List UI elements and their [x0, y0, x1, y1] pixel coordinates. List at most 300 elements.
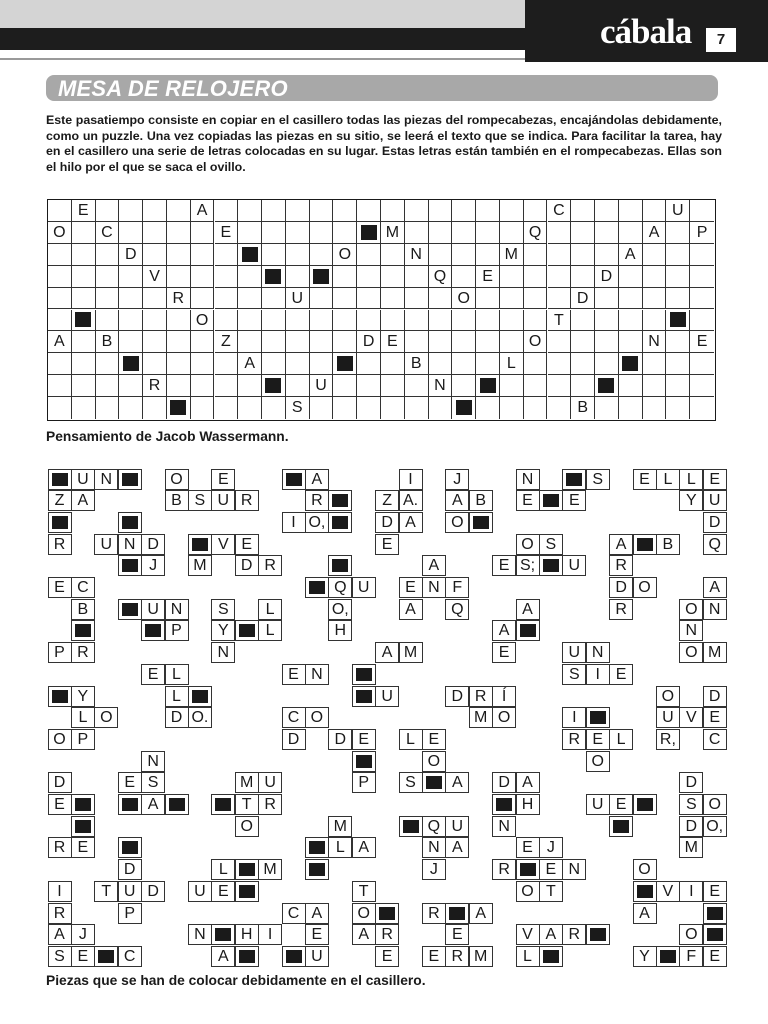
- piece-letter-cell[interactable]: E: [375, 534, 399, 555]
- piece-letter-cell[interactable]: M: [188, 555, 212, 576]
- piece-letter-cell[interactable]: I: [258, 924, 282, 945]
- piece-letter-cell[interactable]: O: [679, 599, 703, 620]
- piece-letter-cell[interactable]: R: [71, 642, 95, 663]
- grid-letter-cell[interactable]: B: [405, 353, 429, 375]
- piece-letter-cell[interactable]: M: [328, 816, 352, 837]
- grid-letter-cell[interactable]: M: [381, 222, 405, 244]
- piece-letter-cell[interactable]: U: [188, 881, 212, 902]
- piece-letter-cell[interactable]: E: [141, 664, 165, 685]
- piece-letter-cell[interactable]: E: [118, 772, 142, 793]
- piece-letter-cell[interactable]: E: [492, 642, 516, 663]
- piece-letter-cell[interactable]: U: [562, 555, 586, 576]
- piece-letter-cell[interactable]: N: [94, 469, 118, 490]
- piece-letter-cell[interactable]: I: [399, 469, 423, 490]
- piece-letter-cell[interactable]: A: [48, 924, 72, 945]
- piece-letter-cell[interactable]: D: [235, 555, 259, 576]
- grid-letter-cell[interactable]: E: [215, 222, 239, 244]
- piece-letter-cell[interactable]: C: [282, 707, 306, 728]
- piece-letter-cell[interactable]: E: [516, 837, 540, 858]
- grid-letter-cell[interactable]: V: [143, 266, 167, 288]
- piece-letter-cell[interactable]: O: [679, 642, 703, 663]
- piece-letter-cell[interactable]: L: [516, 946, 540, 967]
- piece-letter-cell[interactable]: E: [211, 469, 235, 490]
- piece-black-cell[interactable]: [633, 534, 657, 555]
- piece-letter-cell[interactable]: F: [679, 946, 703, 967]
- piece-letter-cell[interactable]: E: [703, 881, 727, 902]
- piece-letter-cell[interactable]: A: [516, 599, 540, 620]
- piece-black-cell[interactable]: [118, 469, 142, 490]
- piece-letter-cell[interactable]: E: [305, 924, 329, 945]
- piece-letter-cell[interactable]: N: [516, 469, 540, 490]
- piece-letter-cell[interactable]: A: [703, 577, 727, 598]
- piece-letter-cell[interactable]: A.: [399, 490, 423, 511]
- piece-letter-cell[interactable]: L: [165, 664, 189, 685]
- grid-letter-cell[interactable]: E: [381, 331, 405, 353]
- piece-letter-cell[interactable]: N: [492, 816, 516, 837]
- piece-letter-cell[interactable]: O: [165, 469, 189, 490]
- piece-black-cell[interactable]: [375, 903, 399, 924]
- piece-letter-cell[interactable]: O: [633, 859, 657, 880]
- piece-letter-cell[interactable]: Z: [48, 490, 72, 511]
- piece-letter-cell[interactable]: Q: [422, 816, 446, 837]
- piece-letter-cell[interactable]: E: [633, 469, 657, 490]
- piece-letter-cell[interactable]: E: [703, 707, 727, 728]
- piece-letter-cell[interactable]: L: [71, 707, 95, 728]
- piece-black-cell[interactable]: [633, 881, 657, 902]
- piece-letter-cell[interactable]: N: [141, 751, 165, 772]
- grid-letter-cell[interactable]: A: [48, 331, 72, 353]
- piece-letter-cell[interactable]: R: [258, 555, 282, 576]
- piece-letter-cell[interactable]: E: [352, 729, 376, 750]
- grid-letter-cell[interactable]: N: [643, 331, 667, 353]
- piece-letter-cell[interactable]: N: [586, 642, 610, 663]
- grid-letter-cell[interactable]: U: [286, 288, 310, 310]
- piece-letter-cell[interactable]: V: [679, 707, 703, 728]
- piece-letter-cell[interactable]: Y: [211, 620, 235, 641]
- piece-letter-cell[interactable]: S;: [516, 555, 540, 576]
- piece-black-cell[interactable]: [211, 794, 235, 815]
- grid-letter-cell[interactable]: Q: [524, 222, 548, 244]
- piece-letter-cell[interactable]: O: [305, 707, 329, 728]
- piece-black-cell[interactable]: [352, 751, 376, 772]
- piece-black-cell[interactable]: [516, 620, 540, 641]
- piece-letter-cell[interactable]: E: [71, 837, 95, 858]
- piece-letter-cell[interactable]: P: [352, 772, 376, 793]
- piece-letter-cell[interactable]: Q: [703, 534, 727, 555]
- piece-black-cell[interactable]: [305, 837, 329, 858]
- piece-black-cell[interactable]: [586, 707, 610, 728]
- grid-letter-cell[interactable]: U: [310, 375, 334, 397]
- piece-letter-cell[interactable]: L: [258, 599, 282, 620]
- grid-letter-cell[interactable]: O: [524, 331, 548, 353]
- piece-letter-cell[interactable]: E: [399, 577, 423, 598]
- piece-letter-cell[interactable]: V: [656, 881, 680, 902]
- piece-letter-cell[interactable]: R: [48, 837, 72, 858]
- piece-letter-cell[interactable]: O: [656, 686, 680, 707]
- piece-letter-cell[interactable]: U: [94, 534, 118, 555]
- grid-letter-cell[interactable]: T: [548, 310, 572, 332]
- piece-letter-cell[interactable]: O: [94, 707, 118, 728]
- piece-black-cell[interactable]: [71, 816, 95, 837]
- piece-letter-cell[interactable]: A: [305, 469, 329, 490]
- piece-letter-cell[interactable]: T: [539, 881, 563, 902]
- piece-letter-cell[interactable]: A: [422, 555, 446, 576]
- piece-black-cell[interactable]: [328, 512, 352, 533]
- piece-letter-cell[interactable]: Q: [445, 599, 469, 620]
- piece-black-cell[interactable]: [48, 469, 72, 490]
- piece-letter-cell[interactable]: D: [679, 772, 703, 793]
- piece-letter-cell[interactable]: E: [235, 534, 259, 555]
- piece-letter-cell[interactable]: D: [445, 686, 469, 707]
- piece-letter-cell[interactable]: A: [469, 903, 493, 924]
- piece-letter-cell[interactable]: N: [422, 837, 446, 858]
- piece-letter-cell[interactable]: B: [71, 599, 95, 620]
- piece-black-cell[interactable]: [188, 534, 212, 555]
- piece-letter-cell[interactable]: D: [375, 512, 399, 533]
- piece-letter-cell[interactable]: P: [48, 642, 72, 663]
- piece-letter-cell[interactable]: R: [609, 555, 633, 576]
- piece-letter-cell[interactable]: S: [399, 772, 423, 793]
- grid-letter-cell[interactable]: E: [690, 331, 714, 353]
- piece-letter-cell[interactable]: D: [141, 534, 165, 555]
- grid-letter-cell[interactable]: A: [643, 222, 667, 244]
- piece-letter-cell[interactable]: O: [235, 816, 259, 837]
- piece-letter-cell[interactable]: A: [71, 490, 95, 511]
- piece-letter-cell[interactable]: L: [656, 469, 680, 490]
- piece-black-cell[interactable]: [352, 664, 376, 685]
- piece-letter-cell[interactable]: M: [235, 772, 259, 793]
- piece-letter-cell[interactable]: E: [516, 490, 540, 511]
- piece-letter-cell[interactable]: A: [399, 599, 423, 620]
- piece-letter-cell[interactable]: H: [516, 794, 540, 815]
- piece-black-cell[interactable]: [633, 794, 657, 815]
- piece-letter-cell[interactable]: I: [562, 707, 586, 728]
- piece-black-cell[interactable]: [539, 946, 563, 967]
- piece-letter-cell[interactable]: Y: [71, 686, 95, 707]
- piece-letter-cell[interactable]: U: [211, 490, 235, 511]
- piece-letter-cell[interactable]: Í: [492, 686, 516, 707]
- piece-letter-cell[interactable]: O: [492, 707, 516, 728]
- piece-black-cell[interactable]: [305, 577, 329, 598]
- piece-letter-cell[interactable]: I: [679, 881, 703, 902]
- piece-letter-cell[interactable]: A: [305, 903, 329, 924]
- piece-letter-cell[interactable]: A: [445, 490, 469, 511]
- grid-letter-cell[interactable]: D: [595, 266, 619, 288]
- piece-letter-cell[interactable]: E: [282, 664, 306, 685]
- piece-letter-cell[interactable]: U: [656, 707, 680, 728]
- grid-letter-cell[interactable]: B: [571, 397, 595, 419]
- piece-letter-cell[interactable]: E: [48, 794, 72, 815]
- piece-letter-cell[interactable]: O: [679, 924, 703, 945]
- piece-letter-cell[interactable]: U: [562, 642, 586, 663]
- piece-letter-cell[interactable]: M: [469, 707, 493, 728]
- grid-letter-cell[interactable]: M: [500, 244, 524, 266]
- piece-letter-cell[interactable]: R: [305, 490, 329, 511]
- piece-black-cell[interactable]: [235, 946, 259, 967]
- piece-letter-cell[interactable]: S: [679, 794, 703, 815]
- piece-letter-cell[interactable]: E: [445, 924, 469, 945]
- piece-letter-cell[interactable]: A: [352, 837, 376, 858]
- grid-letter-cell[interactable]: S: [286, 397, 310, 419]
- piece-letter-cell[interactable]: A: [539, 924, 563, 945]
- grid-letter-cell[interactable]: O: [452, 288, 476, 310]
- piece-letter-cell[interactable]: D: [703, 686, 727, 707]
- piece-letter-cell[interactable]: F: [445, 577, 469, 598]
- piece-letter-cell[interactable]: P: [165, 620, 189, 641]
- piece-letter-cell[interactable]: A: [375, 642, 399, 663]
- piece-letter-cell[interactable]: O.: [188, 707, 212, 728]
- piece-letter-cell[interactable]: Y: [633, 946, 657, 967]
- piece-letter-cell[interactable]: O: [516, 881, 540, 902]
- piece-letter-cell[interactable]: R,: [656, 729, 680, 750]
- piece-letter-cell[interactable]: M: [703, 642, 727, 663]
- piece-letter-cell[interactable]: U: [118, 881, 142, 902]
- piece-letter-cell[interactable]: N: [703, 599, 727, 620]
- piece-black-cell[interactable]: [118, 794, 142, 815]
- piece-letter-cell[interactable]: O: [445, 512, 469, 533]
- piece-letter-cell[interactable]: N: [118, 534, 142, 555]
- piece-letter-cell[interactable]: D: [328, 729, 352, 750]
- piece-letter-cell[interactable]: U: [445, 816, 469, 837]
- piece-letter-cell[interactable]: S: [188, 490, 212, 511]
- piece-black-cell[interactable]: [352, 686, 376, 707]
- piece-letter-cell[interactable]: I: [48, 881, 72, 902]
- piece-black-cell[interactable]: [235, 859, 259, 880]
- piece-black-cell[interactable]: [516, 859, 540, 880]
- grid-letter-cell[interactable]: N: [429, 375, 453, 397]
- piece-letter-cell[interactable]: A: [492, 620, 516, 641]
- piece-letter-cell[interactable]: I: [282, 512, 306, 533]
- piece-letter-cell[interactable]: M: [469, 946, 493, 967]
- piece-letter-cell[interactable]: A: [445, 772, 469, 793]
- piece-black-cell[interactable]: [71, 620, 95, 641]
- piece-letter-cell[interactable]: D: [118, 859, 142, 880]
- piece-letter-cell[interactable]: P: [71, 729, 95, 750]
- piece-letter-cell[interactable]: C: [71, 577, 95, 598]
- piece-letter-cell[interactable]: O,: [328, 599, 352, 620]
- grid-letter-cell[interactable]: R: [167, 288, 191, 310]
- grid-letter-cell[interactable]: R: [143, 375, 167, 397]
- piece-letter-cell[interactable]: R: [469, 686, 493, 707]
- piece-letter-cell[interactable]: L: [211, 859, 235, 880]
- piece-letter-cell[interactable]: E: [703, 469, 727, 490]
- piece-letter-cell[interactable]: A: [516, 772, 540, 793]
- grid-letter-cell[interactable]: P: [690, 222, 714, 244]
- piece-letter-cell[interactable]: E: [422, 946, 446, 967]
- piece-letter-cell[interactable]: B: [469, 490, 493, 511]
- grid-letter-cell[interactable]: E: [476, 266, 500, 288]
- piece-black-cell[interactable]: [703, 924, 727, 945]
- grid-letter-cell[interactable]: Q: [429, 266, 453, 288]
- piece-letter-cell[interactable]: D: [165, 707, 189, 728]
- piece-letter-cell[interactable]: E: [422, 729, 446, 750]
- piece-black-cell[interactable]: [422, 772, 446, 793]
- piece-black-cell[interactable]: [445, 903, 469, 924]
- piece-letter-cell[interactable]: D: [703, 512, 727, 533]
- piece-letter-cell[interactable]: J: [71, 924, 95, 945]
- piece-letter-cell[interactable]: E: [609, 794, 633, 815]
- piece-letter-cell[interactable]: J: [422, 859, 446, 880]
- piece-letter-cell[interactable]: S: [539, 534, 563, 555]
- piece-letter-cell[interactable]: R: [48, 903, 72, 924]
- piece-black-cell[interactable]: [703, 903, 727, 924]
- piece-letter-cell[interactable]: N: [305, 664, 329, 685]
- piece-letter-cell[interactable]: C: [118, 946, 142, 967]
- piece-letter-cell[interactable]: D: [141, 881, 165, 902]
- piece-letter-cell[interactable]: D: [492, 772, 516, 793]
- piece-letter-cell[interactable]: J: [445, 469, 469, 490]
- piece-letter-cell[interactable]: S: [211, 599, 235, 620]
- grid-letter-cell[interactable]: A: [191, 200, 215, 222]
- piece-letter-cell[interactable]: O: [352, 903, 376, 924]
- piece-letter-cell[interactable]: D: [609, 577, 633, 598]
- piece-letter-cell[interactable]: A: [609, 534, 633, 555]
- piece-letter-cell[interactable]: U: [703, 490, 727, 511]
- piece-black-cell[interactable]: [469, 512, 493, 533]
- piece-letter-cell[interactable]: Y: [679, 490, 703, 511]
- piece-letter-cell[interactable]: L: [679, 469, 703, 490]
- piece-letter-cell[interactable]: U: [71, 469, 95, 490]
- grid-letter-cell[interactable]: C: [96, 222, 120, 244]
- piece-letter-cell[interactable]: O,: [305, 512, 329, 533]
- piece-letter-cell[interactable]: U: [305, 946, 329, 967]
- piece-letter-cell[interactable]: E: [586, 729, 610, 750]
- piece-letter-cell[interactable]: T: [235, 794, 259, 815]
- piece-letter-cell[interactable]: R: [445, 946, 469, 967]
- piece-black-cell[interactable]: [118, 555, 142, 576]
- piece-black-cell[interactable]: [562, 469, 586, 490]
- piece-letter-cell[interactable]: V: [516, 924, 540, 945]
- piece-black-cell[interactable]: [211, 924, 235, 945]
- piece-letter-cell[interactable]: L: [165, 686, 189, 707]
- piece-black-cell[interactable]: [118, 599, 142, 620]
- piece-black-cell[interactable]: [492, 794, 516, 815]
- piece-letter-cell[interactable]: A: [445, 837, 469, 858]
- piece-letter-cell[interactable]: E: [703, 946, 727, 967]
- piece-letter-cell[interactable]: B: [165, 490, 189, 511]
- piece-black-cell[interactable]: [235, 620, 259, 641]
- piece-letter-cell[interactable]: S: [141, 772, 165, 793]
- piece-letter-cell[interactable]: O: [516, 534, 540, 555]
- piece-black-cell[interactable]: [118, 512, 142, 533]
- grid-letter-cell[interactable]: A: [238, 353, 262, 375]
- piece-black-cell[interactable]: [48, 686, 72, 707]
- piece-letter-cell[interactable]: R: [235, 490, 259, 511]
- piece-letter-cell[interactable]: E: [492, 555, 516, 576]
- piece-letter-cell[interactable]: M: [399, 642, 423, 663]
- grid-letter-cell[interactable]: D: [571, 288, 595, 310]
- piece-letter-cell[interactable]: J: [141, 555, 165, 576]
- piece-letter-cell[interactable]: L: [609, 729, 633, 750]
- piece-black-cell[interactable]: [586, 924, 610, 945]
- piece-letter-cell[interactable]: A: [141, 794, 165, 815]
- piece-letter-cell[interactable]: C: [703, 729, 727, 750]
- piece-black-cell[interactable]: [609, 816, 633, 837]
- piece-letter-cell[interactable]: B: [656, 534, 680, 555]
- piece-letter-cell[interactable]: T: [94, 881, 118, 902]
- piece-letter-cell[interactable]: L: [399, 729, 423, 750]
- grid-letter-cell[interactable]: E: [72, 200, 96, 222]
- piece-letter-cell[interactable]: L: [258, 620, 282, 641]
- piece-letter-cell[interactable]: S: [586, 469, 610, 490]
- piece-black-cell[interactable]: [656, 946, 680, 967]
- piece-black-cell[interactable]: [48, 512, 72, 533]
- piece-letter-cell[interactable]: E: [71, 946, 95, 967]
- grid-letter-cell[interactable]: O: [48, 222, 72, 244]
- piece-black-cell[interactable]: [71, 794, 95, 815]
- piece-black-cell[interactable]: [235, 881, 259, 902]
- grid-letter-cell[interactable]: O: [333, 244, 357, 266]
- piece-letter-cell[interactable]: M: [679, 837, 703, 858]
- piece-letter-cell[interactable]: C: [282, 903, 306, 924]
- grid-letter-cell[interactable]: U: [666, 200, 690, 222]
- piece-letter-cell[interactable]: N: [211, 642, 235, 663]
- grid-letter-cell[interactable]: D: [119, 244, 143, 266]
- grid-letter-cell[interactable]: N: [405, 244, 429, 266]
- piece-letter-cell[interactable]: R: [492, 859, 516, 880]
- piece-letter-cell[interactable]: S: [48, 946, 72, 967]
- piece-letter-cell[interactable]: N: [562, 859, 586, 880]
- piece-letter-cell[interactable]: O: [422, 751, 446, 772]
- piece-letter-cell[interactable]: N: [188, 924, 212, 945]
- piece-letter-cell[interactable]: A: [633, 903, 657, 924]
- piece-black-cell[interactable]: [188, 686, 212, 707]
- piece-letter-cell[interactable]: R: [258, 794, 282, 815]
- piece-letter-cell[interactable]: R: [562, 924, 586, 945]
- piece-letter-cell[interactable]: O: [633, 577, 657, 598]
- piece-letter-cell[interactable]: E: [375, 946, 399, 967]
- piece-letter-cell[interactable]: N: [165, 599, 189, 620]
- piece-letter-cell[interactable]: A: [211, 946, 235, 967]
- piece-black-cell[interactable]: [328, 555, 352, 576]
- piece-letter-cell[interactable]: E: [539, 859, 563, 880]
- piece-letter-cell[interactable]: U: [586, 794, 610, 815]
- grid-letter-cell[interactable]: D: [357, 331, 381, 353]
- piece-letter-cell[interactable]: R: [375, 924, 399, 945]
- piece-letter-cell[interactable]: P: [118, 903, 142, 924]
- piece-letter-cell[interactable]: O: [48, 729, 72, 750]
- grid-letter-cell[interactable]: C: [548, 200, 572, 222]
- piece-letter-cell[interactable]: U: [375, 686, 399, 707]
- piece-letter-cell[interactable]: I: [586, 664, 610, 685]
- piece-letter-cell[interactable]: E: [211, 881, 235, 902]
- piece-black-cell[interactable]: [94, 946, 118, 967]
- piece-letter-cell[interactable]: O: [586, 751, 610, 772]
- piece-letter-cell[interactable]: H: [328, 620, 352, 641]
- piece-letter-cell[interactable]: T: [352, 881, 376, 902]
- piece-letter-cell[interactable]: N: [679, 620, 703, 641]
- piece-black-cell[interactable]: [118, 837, 142, 858]
- grid-letter-cell[interactable]: O: [191, 310, 215, 332]
- piece-letter-cell[interactable]: O: [703, 794, 727, 815]
- piece-letter-cell[interactable]: M: [258, 859, 282, 880]
- grid-letter-cell[interactable]: Z: [215, 331, 239, 353]
- piece-letter-cell[interactable]: V: [211, 534, 235, 555]
- piece-letter-cell[interactable]: H: [235, 924, 259, 945]
- piece-letter-cell[interactable]: D: [679, 816, 703, 837]
- piece-letter-cell[interactable]: E: [562, 490, 586, 511]
- piece-letter-cell[interactable]: R: [48, 534, 72, 555]
- piece-letter-cell[interactable]: R: [422, 903, 446, 924]
- piece-black-cell[interactable]: [328, 490, 352, 511]
- piece-letter-cell[interactable]: N: [422, 577, 446, 598]
- grid-letter-cell[interactable]: B: [96, 331, 120, 353]
- piece-black-cell[interactable]: [539, 490, 563, 511]
- piece-letter-cell[interactable]: J: [539, 837, 563, 858]
- piece-letter-cell[interactable]: E: [609, 664, 633, 685]
- piece-black-cell[interactable]: [282, 946, 306, 967]
- piece-letter-cell[interactable]: R: [562, 729, 586, 750]
